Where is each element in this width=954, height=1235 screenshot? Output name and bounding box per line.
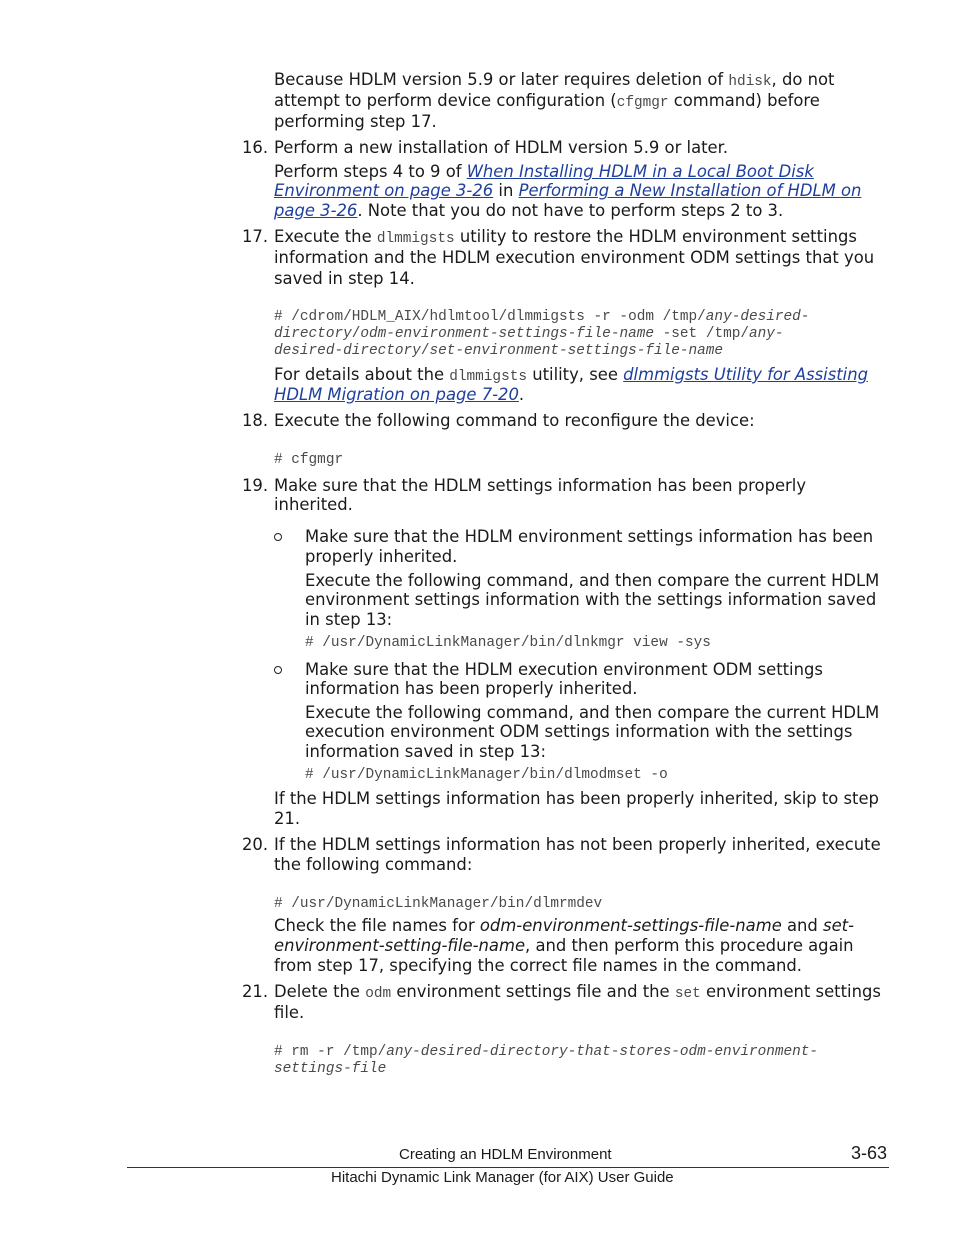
link-new-installation-cont[interactable]: page 3-26: [274, 201, 358, 220]
footer-divider: [127, 1167, 889, 1168]
intro-line-1: Because HDLM version 5.9 or later requires deletion of hdisk, do not: [274, 70, 835, 90]
code-line: settings-file: [274, 1061, 387, 1077]
code-line: # cfgmgr: [274, 452, 344, 468]
step-number: 21.: [242, 982, 269, 1001]
code-line: # /usr/DynamicLinkManager/bin/dlnkmgr view -sys: [305, 635, 711, 651]
bullet-icon: [274, 533, 282, 541]
step-number: 18.: [242, 411, 269, 430]
step-17-details-line-2: HDLM Migration on page 7-20.: [274, 385, 525, 404]
code-line: # /usr/DynamicLinkManager/bin/dlmodmset -o: [305, 767, 668, 783]
step-16-detail-line-2: Environment on page 3-26 in Performing a New Installation of HDLM on: [274, 181, 862, 200]
bullet-1-line-3: Execute the following command, and then compare the current HDLM: [305, 571, 880, 590]
step-17-line-2: information and the HDLM execution environment ODM settings that you: [274, 248, 875, 267]
step-16-detail-line-1: Perform steps 4 to 9 of When Installing HDLM in a Local Boot Disk: [274, 162, 814, 181]
link-new-installation[interactable]: Performing a New Installation of HDLM on: [518, 181, 862, 200]
bullet-1-line-1: Make sure that the HDLM environment settings information has been: [305, 527, 874, 546]
bullet-2-line-1: Make sure that the HDLM execution environment ODM settings: [305, 660, 823, 679]
step-18-text: Execute the following command to reconfigure the device:: [274, 411, 755, 430]
step-17-line-3: saved in step 14.: [274, 269, 415, 288]
footer-book-title: Hitachi Dynamic Link Manager (for AIX) User Guide: [331, 1169, 674, 1186]
link-local-boot-disk-cont[interactable]: Environment on page 3-26: [274, 181, 494, 200]
step-21-line-2: file.: [274, 1003, 305, 1022]
step-19-line-2: inherited.: [274, 495, 353, 514]
step-20-line-1: If the HDLM settings information has not been properly inherited, execute: [274, 835, 881, 854]
step-17-line-1: Execute the dlmmigsts utility to restore the HDLM environment settings: [274, 227, 857, 247]
step-19-after-line-2: 21.: [274, 809, 301, 828]
intro-line-3: performing step 17.: [274, 112, 437, 131]
step-number: 20.: [242, 835, 269, 854]
step-16-detail-line-3: page 3-26. Note that you do not have to perform steps 2 to 3.: [274, 201, 784, 220]
code-line: desired-directory/set-environment-settings-file-name: [274, 343, 724, 359]
step-19-after-line-1: If the HDLM settings information has been properly inherited, skip to step: [274, 789, 879, 808]
code-line: directory/odm-environment-settings-file-name -set /tmp/any-: [274, 326, 784, 342]
page-number: 3-63: [851, 1143, 888, 1163]
link-dlmmigsts-utility-cont[interactable]: HDLM Migration on page 7-20: [274, 385, 519, 404]
bullet-2-line-2: information has been properly inherited.: [305, 679, 638, 698]
code-line: # /cdrom/HDLM_AIX/hdlmtool/dlmmigsts -r -odm /tmp/any-desired-: [274, 309, 810, 325]
step-17-details-line-1: For details about the dlmmigsts utility, see dlmmigsts Utility for Assisting: [274, 365, 869, 385]
step-number: 19.: [242, 476, 269, 495]
bullet-1-line-4: environment settings information with the settings information saved: [305, 590, 877, 609]
bullet-2-line-3: Execute the following command, and then compare the current HDLM: [305, 703, 880, 722]
bullet-icon: [274, 666, 282, 674]
step-19-line-1: Make sure that the HDLM settings information has been properly: [274, 476, 807, 495]
link-local-boot-disk[interactable]: When Installing HDLM in a Local Boot Disk: [466, 162, 814, 181]
link-dlmmigsts-utility[interactable]: dlmmigsts Utility for Assisting: [623, 365, 869, 384]
step-20-line-2: the following command:: [274, 855, 473, 874]
bullet-1-line-2: properly inherited.: [305, 547, 458, 566]
intro-line-2: attempt to perform device configuration (cfgmgr command) before: [274, 91, 820, 111]
bullet-1-line-5: in step 13:: [305, 610, 393, 629]
footer-chapter-title: Creating an HDLM Environment: [399, 1146, 612, 1163]
step-20-check-line-2: environment-setting-file-name, and then perform this procedure again: [274, 936, 854, 955]
bullet-2-line-4: execution environment ODM settings information with the settings: [305, 722, 853, 741]
step-number: 16.: [242, 138, 269, 157]
step-number: 17.: [242, 227, 269, 246]
step-16-text: Perform a new installation of HDLM version 5.9 or later.: [274, 138, 729, 157]
step-21-line-1: Delete the odm environment settings file and the set environment settings: [274, 982, 881, 1002]
bullet-2-line-5: information saved in step 13:: [305, 742, 546, 761]
step-20-check-line-1: Check the file names for odm-environment-settings-file-name and set-: [274, 916, 855, 935]
step-20-check-line-3: from step 17, specifying the correct file names in the command.: [274, 956, 803, 975]
code-line: # rm -r /tmp/any-desired-directory-that-stores-odm-environment-: [274, 1044, 819, 1060]
code-line: # /usr/DynamicLinkManager/bin/dlmrmdev: [274, 896, 603, 912]
